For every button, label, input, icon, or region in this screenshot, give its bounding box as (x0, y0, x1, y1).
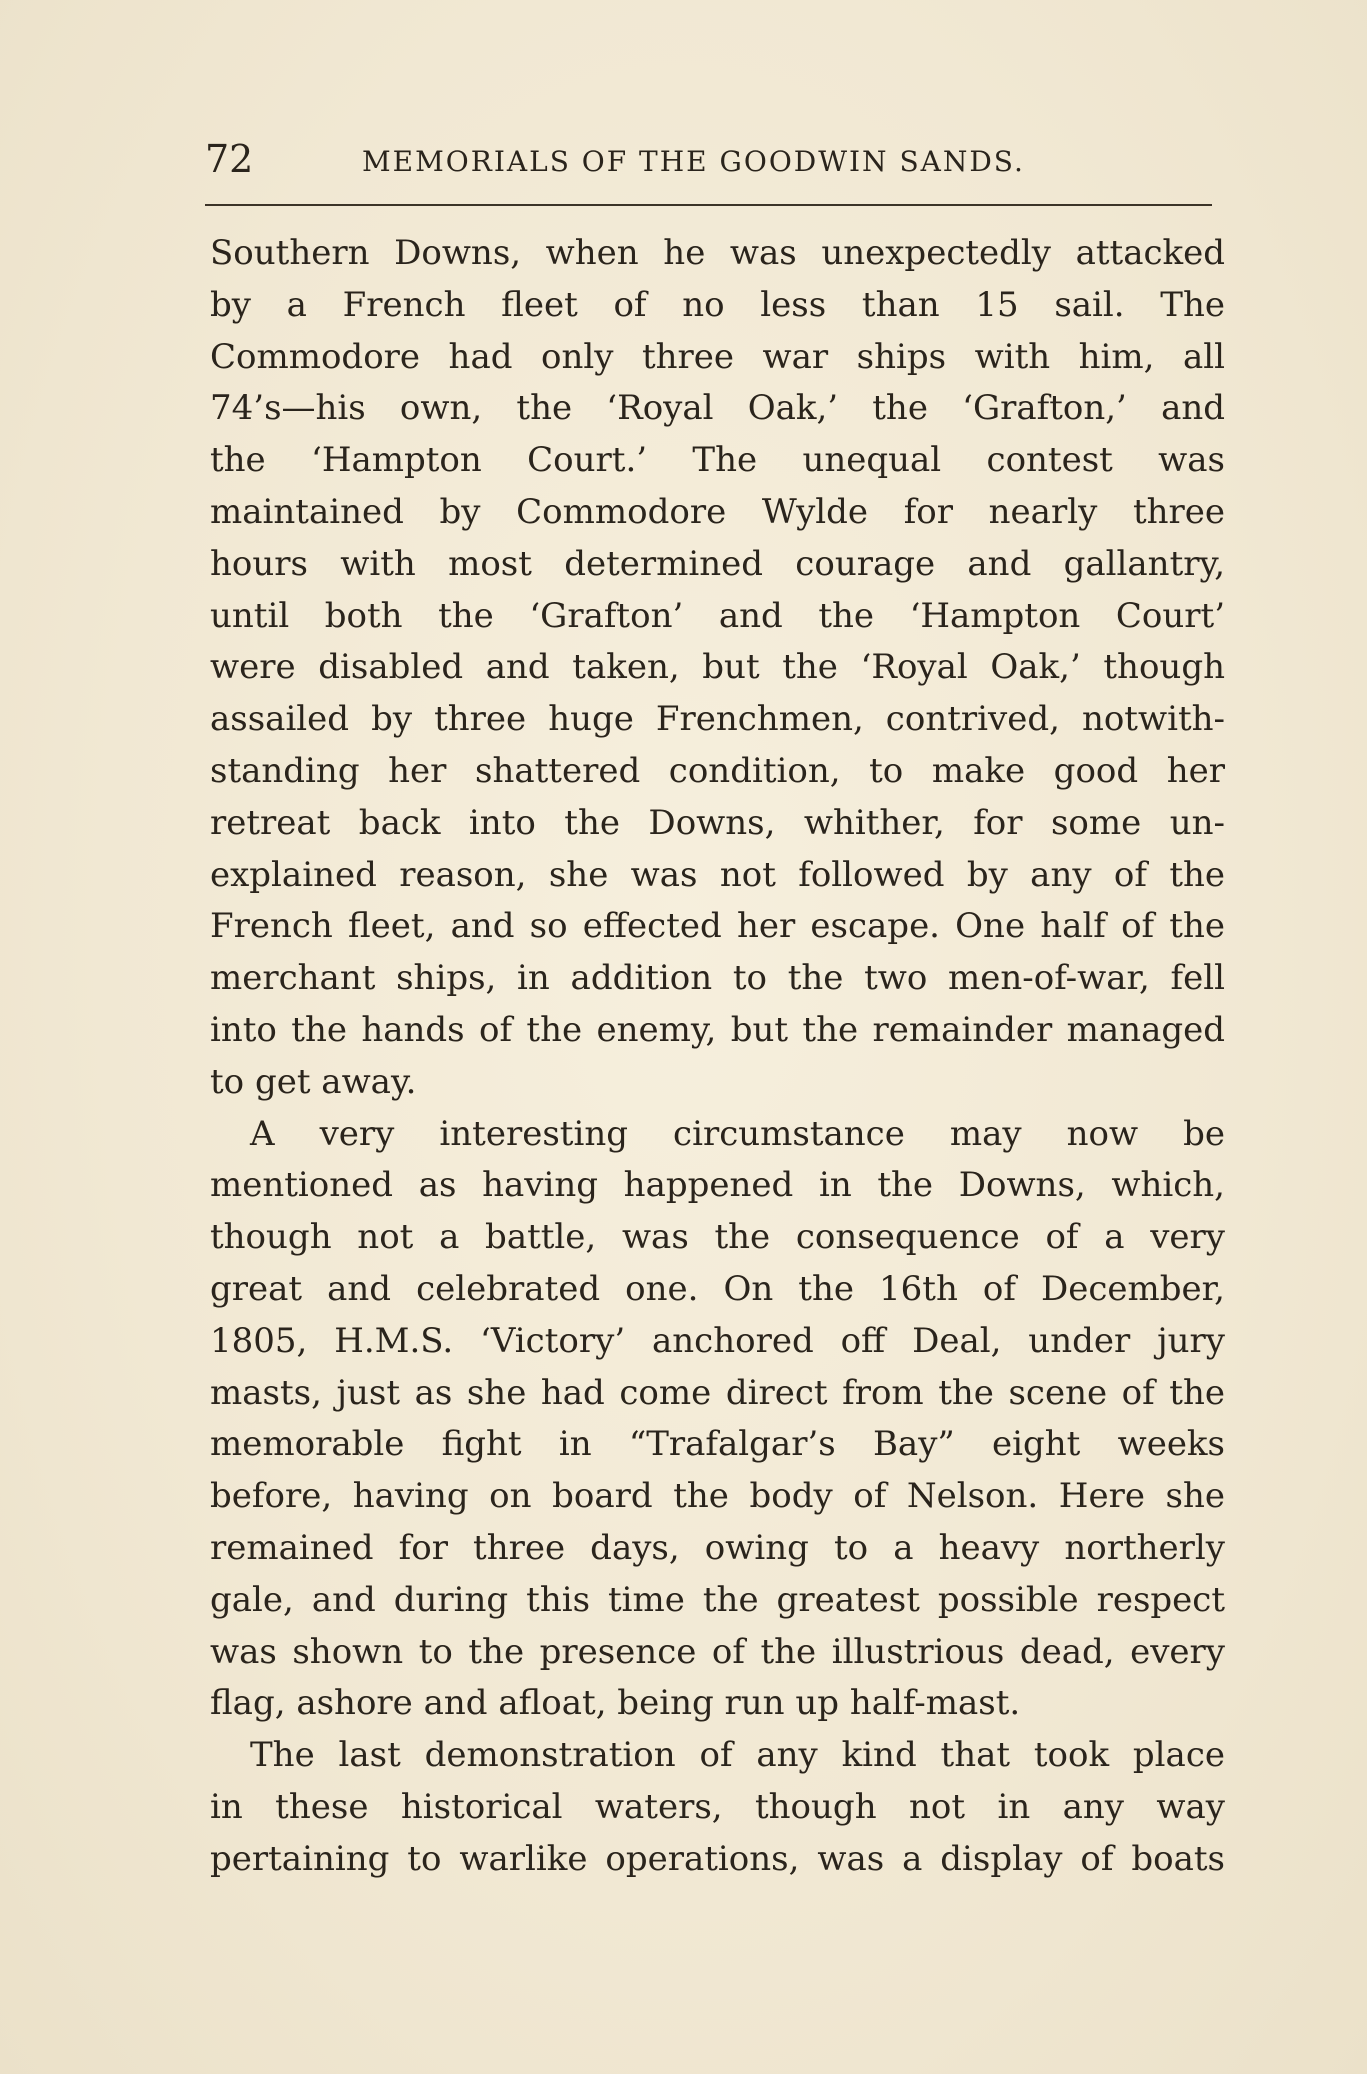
text-line: assailed by three huge Frenchmen, contrived, notwith- (210, 699, 1225, 740)
text-line: memorable fight in “Trafalgar’s Bay” eight weeks (210, 1424, 1225, 1465)
text-line: in these historical waters, though not in any way (210, 1786, 1225, 1827)
text-line: until both the ‘Grafton’ and the ‘Hampton Court’ (210, 595, 1225, 636)
text-line: into the hands of the enemy, but the remainder managed (210, 1009, 1225, 1050)
text-line: Southern Downs, when he was unexpectedly attacked (210, 233, 1225, 273)
header-rule (205, 204, 1212, 206)
text-line: by a French fleet of no less than 15 sail. The (210, 284, 1225, 325)
text-line: though not a battle, was the consequence of a very (210, 1217, 1225, 1258)
text-line: hours with most determined courage and gallantry, (210, 543, 1225, 584)
text-line: retreat back into the Downs, whither, for some un- (210, 802, 1225, 843)
text-line: French fleet, and so effected her escape. One half of the (210, 906, 1225, 947)
paragraph-first-line: A very interesting circumstance may now be (250, 1113, 1225, 1154)
text-line: 1805, H.M.S. ‘Victory’ anchored off Deal, under jury (210, 1320, 1225, 1361)
body-text (210, 228, 1225, 1886)
page-number: 72 (205, 137, 254, 181)
text-line: before, having on board the body of Nelson. Here she (210, 1476, 1225, 1517)
text-line: remained for three days, owing to a heavy northerly (210, 1527, 1225, 1568)
text-line: was shown to the presence of the illustrious dead, every (210, 1631, 1225, 1672)
text-line: to get away. (210, 1061, 417, 1102)
text-line: the ‘Hampton Court.’ The unequal contest was (210, 440, 1225, 481)
text-line: standing her shattered condition, to make good her (210, 750, 1225, 791)
text-line: mentioned as having happened in the Downs, which, (210, 1165, 1225, 1206)
text-line: were disabled and taken, but the ‘Royal Oak,’ though (210, 647, 1225, 688)
text-line: explained reason, she was not followed by any of the (210, 854, 1225, 895)
text-line: pertaining to warlike operations, was a display of boats (210, 1838, 1225, 1879)
running-title: MEMORIALS OF THE GOODWIN SANDS. (362, 145, 1025, 178)
text-line: gale, and during this time the greatest possible respect (210, 1579, 1225, 1620)
paragraph-first-line: The last demonstration of any kind that took place (250, 1735, 1225, 1776)
text-line: great and celebrated one. On the 16th of December, (210, 1268, 1225, 1309)
text-line: maintained by Commodore Wylde for nearly three (210, 491, 1225, 532)
page-header (205, 134, 1215, 184)
text-line: flag, ashore and afloat, being run up half-mast. (210, 1683, 1021, 1724)
text-line: merchant ships, in addition to the two men-of-war, fell (210, 958, 1225, 999)
text-line: 74’s—his own, the ‘Royal Oak,’ the ‘Grafton,’ and (210, 388, 1225, 429)
text-line: Commodore had only three war ships with him, all (210, 336, 1225, 377)
text-line: masts, just as she had come direct from the scene of the (210, 1372, 1225, 1413)
